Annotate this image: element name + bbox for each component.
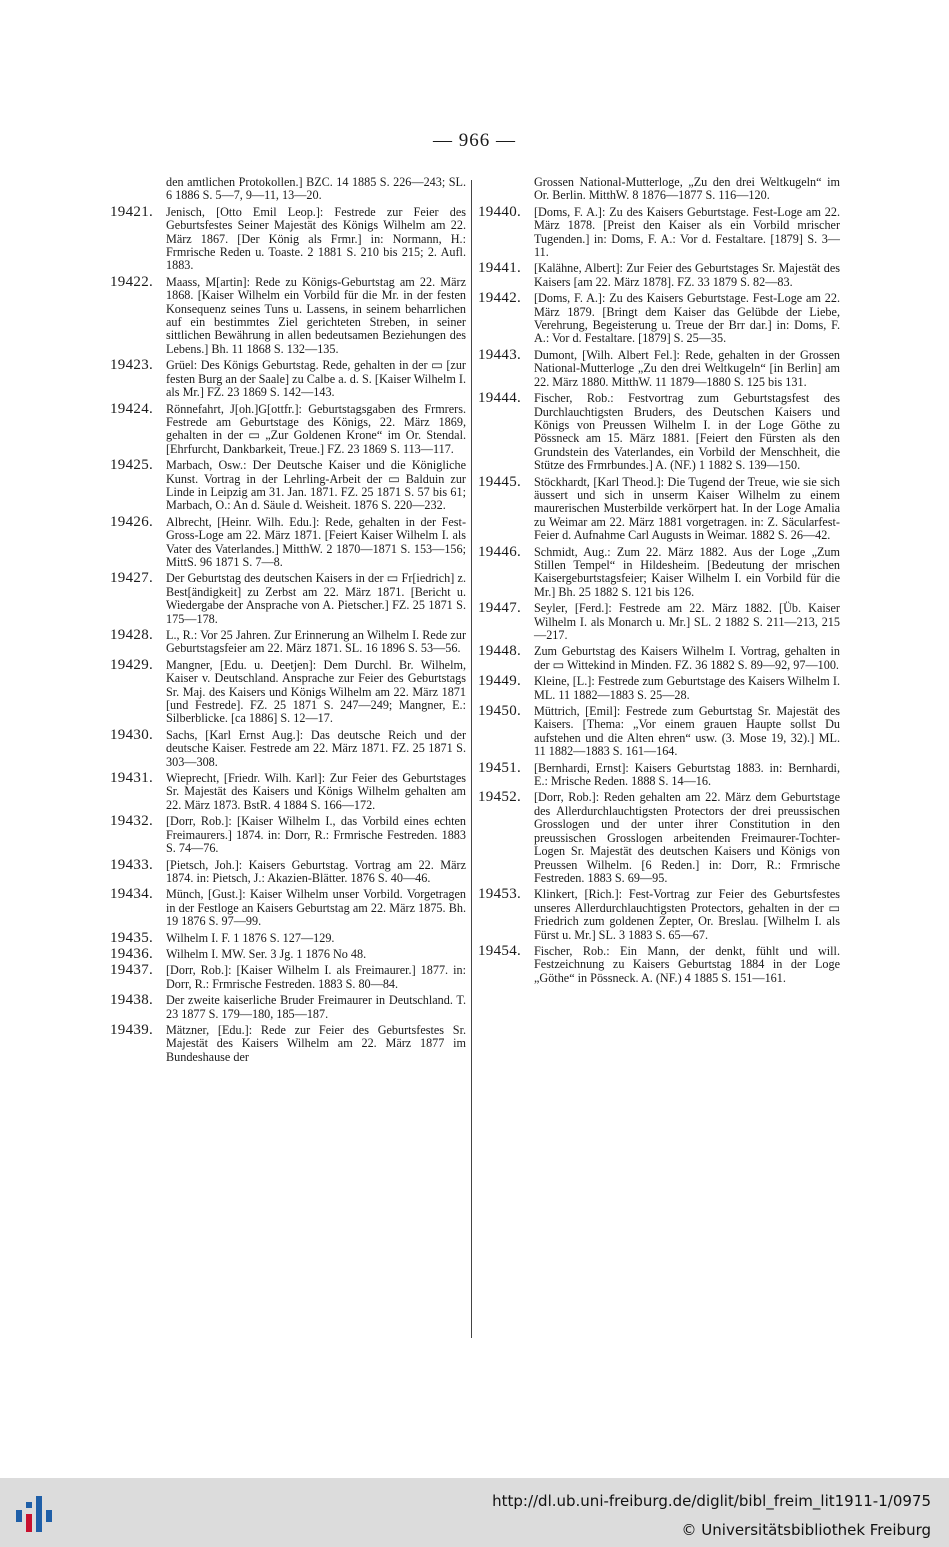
- entry-text: Kleine, [L.]: Festrede zum Geburtstage des Kaisers Wilhelm I. ML. 11 1882—1883 S. 25—28.: [534, 674, 840, 702]
- entry-number: 19432.: [110, 813, 154, 830]
- entry-number: 19444.: [478, 390, 522, 407]
- entry-text: Wilhelm I. MW. Ser. 3 Jg. 1 1876 No 48.: [166, 946, 367, 961]
- bibliography-entry: [478, 203, 840, 260]
- entry-number: 19441.: [478, 260, 522, 277]
- bibliography-entry: [478, 292, 840, 346]
- bibliography-entry: [478, 942, 840, 985]
- bibliography-entry: [110, 964, 466, 991]
- entry-text: Mangner, [Edu. u. Deetjen]: Dem Durchl. Br. Wilhelm, Kaiser v. Deutschland. Ansprache zur Feier des Geburtstags Sr. Maj. des Kaisers und Königs Wilhelm am 22. März 1871 [und Festrede]. FZ. 25 1871 S. 247—249; Mangner, E.: Silberblicke. [ca 1886] S. 12—17.: [166, 657, 466, 726]
- entry-number: 19423.: [110, 357, 154, 374]
- entry-number: 19431.: [110, 770, 154, 787]
- bibliography-entry: [478, 262, 840, 289]
- bibliography-entry: [110, 572, 466, 626]
- entry-number: 19445.: [478, 473, 522, 490]
- bibliography-entry: [478, 705, 840, 759]
- entry-number: 19443.: [478, 346, 522, 363]
- bibliography-entry: [478, 791, 840, 885]
- entry-text: Seyler, [Ferd.]: Festrede am 22. März 1882. [Üb. Kaiser Wilhelm I. als Monarch u. Mr.] SL. 2 1882 S. 211—213, 215—217.: [534, 601, 840, 642]
- entry-text: Der zweite kaiserliche Bruder Freimaurer in Deutschland. T. 23 1877 S. 179—180, 185—187.: [166, 993, 466, 1021]
- entry-text: Sachs, [Karl Ernst Aug.]: Das deutsche Reich und der deutsche Kaiser. Festrede am 22. März 1871. FZ. 25 1871 S. 303—308.: [166, 727, 466, 769]
- ub-freiburg-logo-icon[interactable]: [14, 1492, 58, 1536]
- bibliography-entry: [110, 656, 466, 726]
- entry-text: Mätzner, [Edu.]: Rede zur Feier des Geburtsfestes Sr. Majestät des Kaisers Wilhelm am 22. März 1877 im Bundeshause der: [166, 1022, 466, 1064]
- entry-text: Wieprecht, [Friedr. Wilh. Karl]: Zur Feier des Geburtstages Sr. Majestät des Kaisers und Königs Wilhelm gehalten am 22. März 1873. BstR. 4 1884 S. 166—172.: [166, 771, 466, 812]
- source-url-link[interactable]: http://dl.ub.uni-freiburg.de/diglit/bibl_freim_lit1911-1/0975: [492, 1492, 931, 1510]
- continuation-text: den amtlichen Protokollen.] BZC. 14 1885 S. 226—243; SL. 6 1886 S. 5—7, 9—11, 13—20.: [166, 175, 466, 203]
- entry-number: 19426.: [110, 513, 154, 530]
- entry-text: [Doms, F. A.]: Zu des Kaisers Geburtstage. Fest-Loge am 22. März 1879. [Bringt dem Kaiser das Gelübde der Liebe, Verehrung, Begeisterung u. Treue der Brr dar.] in: Doms, F. A.: Vor d. Festaltare. [1879] S. 25—35.: [534, 291, 840, 346]
- entry-text: Rönnefahrt, J[oh.]G[ottfr.]: Geburtstagsgaben des Frmrers. Festrede am Geburtstage des Königs, 22. März 1869, gehalten in der ▭ „Zur Goldenen Krone“ im Or. Stendal. [Ehrfurcht, Dankbarkeit, Treue.] FZ. 23 1869 S. 113—117.: [166, 401, 466, 456]
- bibliography-entry: [478, 346, 840, 389]
- entry-text: Fischer, Rob.: Festvortrag zum Geburtstagsfest des Durchlauchtigsten Bruders, des Deutschen Kaisers und Königs von Preussen Wilhelm I. in der Loge Göthe zu Pössneck am 15. März 1881. [Feiert den Fürsten als den Grundstein des Vaterlandes, ein Vorbild der Menschheit, die Stütze des Frmrbundes.] A. (NF.) 1 1882 S. 139—150.: [534, 391, 840, 473]
- entry-text: Der Geburtstag des deutschen Kaisers in der ▭ Fr[iedrich] z. Best[ändigkeit] zu Zerbst am 22. März 1871. [Bericht u. Wiedergabe der Ansprache von A. Pietscher.] FZ. 25 1871 S. 175—178.: [166, 571, 466, 626]
- entry-number: 19421.: [110, 203, 154, 220]
- bibliography-entry: [478, 473, 840, 543]
- bibliography-entry: [110, 273, 466, 356]
- entry-number: 19435.: [110, 929, 154, 946]
- bibliography-entry: [478, 392, 840, 472]
- entry-number: 19454.: [478, 942, 522, 959]
- entry-number: 19428.: [110, 627, 154, 643]
- entry-number: 19453.: [478, 886, 522, 903]
- entry-number: 19437.: [110, 962, 154, 979]
- entry-text: Maass, M[artin]: Rede zu Königs-Geburtstag am 22. März 1868. [Kaiser Wilhelm ein Vorbild für die Mr. in der festen Konsequenz seines Tuns u. Lassens, in seinem beharrlichen auf ein bestimmtes Ziel gerichteten Streben, in seiner sittlichen Bewährung in allen bedeutsamen Beziehungen des Lebens.] Bh. 11 1868 S. 132—135.: [166, 274, 466, 356]
- entry-number: 19429.: [110, 656, 154, 673]
- bibliography-entry: [110, 726, 466, 769]
- bibliography-entry: [110, 945, 466, 962]
- entry-text: Marbach, Osw.: Der Deutsche Kaiser und die Königliche Kunst. Vortrag in der Lehrling-Arbeit der ▭ Balduin zur Linde in Leipzig am 31. Jan. 1871. FZ. 25 1871 S. 57 bis 61; Marbach, O.: An d. Säule d. Weisheit. 1876 S. 220—232.: [166, 458, 466, 513]
- entry-text: [Bernhardi, Ernst]: Kaisers Geburtstag 1883. in: Bernhardi, E.: Mrische Reden. 1888 S. 14—16.: [534, 760, 840, 789]
- entry-number: 19433.: [110, 856, 154, 873]
- entry-text: Albrecht, [Heinr. Wilh. Edu.]: Rede, gehalten in der Fest-Gross-Loge am 22. März 1871. [Feiert Kaiser Wilhelm I. als Vater des Vaterlandes.] MitthW. 2 1870—1871 S. 153—156; MittS. 96 1871 S. 7—8.: [166, 514, 466, 569]
- entry-number: 19452.: [478, 789, 522, 806]
- bibliography-entry: [110, 629, 466, 656]
- bibliography-entry: [478, 888, 840, 942]
- entry-number: 19451.: [478, 759, 522, 776]
- right-entry-list: [478, 203, 840, 985]
- entry-number: 19446.: [478, 543, 522, 560]
- bibliography-entry: [110, 359, 466, 399]
- entry-number: 19447.: [478, 600, 522, 617]
- entry-text: [Dorr, Rob.]: Reden gehalten am 22. März dem Geburtstage des Allerdurchlauchtigsten Protectors der drei preussischen Grosslogen und der unter ihrer Constitution in den preussischen Grosslogen arbeitenden Freimaurer-Tochter-Logen Sr. Majestät des deutschen Kaisers und Königs von Preussen Wilhelm. [6 Reden.] in: Dorr, R.: Frmrische Festreden. 1883 S. 69—95.: [534, 790, 840, 885]
- entry-number: 19434.: [110, 886, 154, 903]
- bibliography-entry: [478, 602, 840, 642]
- entry-number: 19430.: [110, 726, 154, 743]
- page-number-header: — 966 —: [433, 130, 516, 151]
- entry-text: [Dorr, Rob.]: [Kaiser Wilhelm I., das Vorbild eines echten Freimaurers.] 1874. in: Dorr, R.: Frmrische Festreden. 1883 S. 74—76.: [166, 814, 466, 856]
- entry-text: Fischer, Rob.: Ein Mann, der denkt, fühlt und will. Festzeichnung zu Kaisers Geburtstag 1884 in der Loge „Göthe“ in Pössneck. A. (NF.) 4 1885 S. 151—161.: [534, 943, 840, 985]
- entry-text: Schmidt, Aug.: Zum 22. März 1882. Aus der Loge „Zum Stillen Tempel“ in Hildesheim. [Bedeutung der mrischen Kaisergeburtstagsfeier; Kaiser Wilhelm I. ein Vorbild für die Mr.] Bh. 25 1882 S. 121 bis 126.: [534, 544, 840, 599]
- entry-number: 19422.: [110, 273, 154, 290]
- bibliography-entry: [110, 994, 466, 1021]
- bibliography-entry: [110, 459, 466, 513]
- bibliography-entry: [478, 645, 840, 672]
- bibliography-entry: [110, 772, 466, 812]
- bibliography-entry: [110, 1021, 466, 1064]
- bibliography-entry: [110, 929, 466, 946]
- entry-text: Münch, [Gust.]: Kaiser Wilhelm unser Vorbild. Vorgetragen in der Festloge an Kaisers Geburtstag am 22. März 1875. Bh. 19 1876 S. 97—99.: [166, 887, 466, 929]
- bibliography-entry: [478, 675, 840, 702]
- entry-text: Zum Geburtstag des Kaisers Wilhelm I. Vortrag, gehalten in der ▭ Wittekind in Minden. FZ. 36 1882 S. 89—92, 97—100.: [534, 644, 840, 672]
- entry-text: Müttrich, [Emil]: Festrede zum Geburtstag Sr. Majestät des Kaisers. [Thema: „Vor einem grauen Haupte sollst Du aufstehen und die Alten ehren“ usw. (3. Mose 19, 32).] ML. 11 1882—1883 S. 161—164.: [534, 704, 840, 759]
- entry-text: Wilhelm I. F. 1 1876 S. 127—129.: [166, 930, 335, 945]
- entry-number: 19436.: [110, 945, 154, 962]
- left-column: [110, 176, 466, 1067]
- entry-number: 19424.: [110, 400, 154, 417]
- bibliography-entry: [110, 400, 466, 457]
- bibliography-entry: [110, 203, 466, 273]
- entry-number: 19438.: [110, 992, 154, 1009]
- entry-text: Jenisch, [Otto Emil Leop.]: Festrede zur Feier des Geburtsfestes Seiner Majestät des Königs Wilhelm am 22. März 1867. [Der König als Frmr.] in: Normann, H.: Frmrische Reden u. Toaste. 2 1881 S. 210 bis 215; 2. Aufl. 1883.: [166, 204, 466, 273]
- footer-bar: [0, 1478, 949, 1547]
- copyright-text: © Universitätsbibliothek Freiburg: [681, 1521, 931, 1539]
- entry-text: Dumont, [Wilh. Albert Fel.]: Rede, gehalten in der Grossen National-Mutterloge „Zu den drei Weltkugeln“ [in Berlin] am 22. März 1880. MitthW. 11 1879—1880 S. 125 bis 131.: [534, 347, 840, 389]
- continuation-text: Grossen National-Mutterloge, „Zu den drei Weltkugeln“ im Or. Berlin. MitthW. 8 1876—1877 S. 116—120.: [534, 175, 840, 203]
- entry-text: [Kalähne, Albert]: Zur Feier des Geburtstages Sr. Majestät des Kaisers [am 22. März 1878]. FZ. 33 1879 S. 82—83.: [534, 261, 840, 289]
- entry-text: [Dorr, Rob.]: [Kaiser Wilhelm I. als Freimaurer.] 1877. in: Dorr, R.: Frmrische Festreden. 1883 S. 80—84.: [166, 963, 466, 991]
- entry-text: [Pietsch, Joh.]: Kaisers Geburtstag. Vortrag am 22. März 1874. in: Pietsch, J.: Akazien-Blätter. 1876 S. 40—46.: [166, 857, 466, 885]
- entry-text: Stöckhardt, [Karl Theod.]: Die Tugend der Treue, wie sie sich äussert und sich in unserm Kaiser Wilhelm zu einem maurerischen Musterbilde verkörpert hat. In der Loge Amalia zu Weimar am 22. März 1881 vorgetragen. in: Z. Säcularfest-Feier d. Aufnahme Carl Augusts in Weimar. 1882 S. 26—42.: [534, 474, 840, 543]
- bibliography-entry: [110, 888, 466, 928]
- entry-number: 19425.: [110, 457, 154, 474]
- bibliography-entry: [110, 815, 466, 855]
- entry-number: 19450.: [478, 703, 522, 720]
- entry-number: 19449.: [478, 673, 522, 690]
- bibliography-entry: [478, 543, 840, 600]
- entry-text: [Doms, F. A.]: Zu des Kaisers Geburtstage. Fest-Loge am 22. März 1878. [Preist den Kaiser als ein Vorbild mrischer Tugenden.] in: Doms, F. A.: Vor d. Festaltare. [1879] S. 3—11.: [534, 204, 840, 260]
- bibliography-entry: [110, 513, 466, 570]
- right-column: [478, 176, 840, 988]
- entry-text: Klinkert, [Rich.]: Fest-Vortrag zur Feier des Geburtsfestes unseres Allerdurchlauchtigsten Protectors, gehalten in der ▭ Friedrich zum goldenen Zepter, Or. Breslau. [Wilhelm I. als Fürst u. Mr.] SL. 3 1883 S. 65—67.: [534, 887, 840, 942]
- entry-number: 19442.: [478, 290, 522, 307]
- entry-number: 19427.: [110, 570, 154, 587]
- entry-number: 19448.: [478, 643, 522, 660]
- entry-number: 19439.: [110, 1021, 154, 1038]
- bibliography-entry: [478, 759, 840, 789]
- entry-text: L., R.: Vor 25 Jahren. Zur Erinnerung an Wilhelm I. Rede zur Geburtstagsfeier am 22. März 1871. SL. 16 1896 S. 53—56.: [166, 628, 466, 656]
- entry-number: 19440.: [478, 203, 522, 220]
- left-entry-list: [110, 203, 466, 1064]
- column-divider: [471, 180, 472, 1338]
- entry-text: Grüel: Des Königs Geburtstag. Rede, gehalten in der ▭ [zur festen Burg an der Saale] zu Calbe a. d. S. [Kaiser Wilhelm I. als Mr.] FZ. 23 1869 S. 142—143.: [166, 358, 466, 400]
- bibliography-entry: [110, 856, 466, 886]
